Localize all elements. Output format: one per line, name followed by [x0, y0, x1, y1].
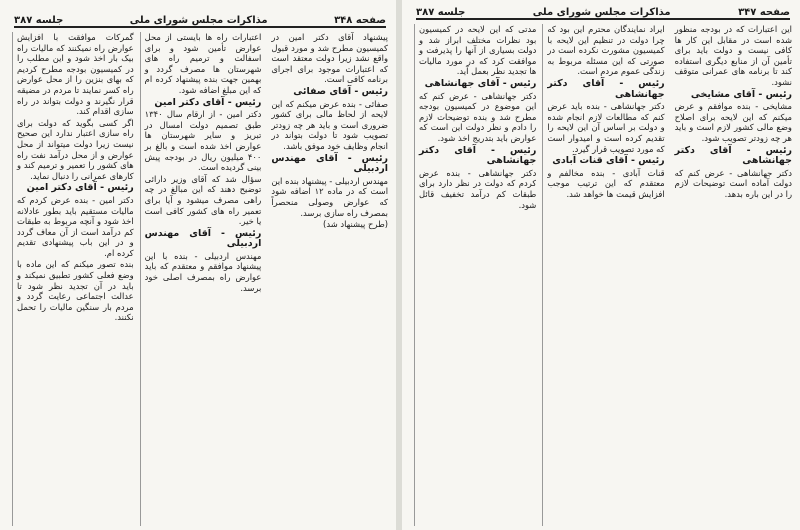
publication-title: مذاکرات مجلس شورای ملی	[129, 15, 268, 26]
paragraph: بنده تصور میکنم که این ماده با وضع فعلی کشور تطبیق نمیکند و باید در آن تجدید نظر شود تا عدالت اجتماعی رعایت گردد و مردم بار سنگین مالیات را تحمل نکنند.	[17, 259, 134, 323]
paragraph: مهندس اردبیلی - بنده با این پیشنهاد موافقم و معتقدم که باید عوارض راه بمصرف اصلی خود برسد.	[144, 250, 262, 293]
paragraph: سؤال شد که آقای وزیر دارائی توضیح دهند که این مبالغ در چه راهی مصرف میشود و آیا برای تعمیر راه های کشور کافی است یا خیر.	[144, 173, 262, 227]
paragraph: اعتبارات راه ها بایستی از محل عوارض تأمین شود و برای اسفالت و ترمیم راه های شهرستان ها مصرف گردد و بهمین جهت بنده پیشنهاد کرده ام که این مبلغ اضافه شود.	[144, 32, 262, 95]
speaker-heading: رئیس - آقای مشایخی	[690, 88, 792, 100]
speaker-heading: رئیس - آقای مهندس اردبیلی	[144, 227, 262, 250]
page-number: صفحه ۳۴۷	[738, 7, 790, 18]
speaker-heading: رئیس - آقای دکتر جهانشاهی	[547, 77, 665, 100]
paragraph: دکتر جهانشاهی - بنده عرض کردم که دولت در نظر دارد برای طبقات کم درآمد تخفیف قائل شود.	[419, 167, 537, 210]
right-page-columns	[414, 24, 792, 526]
speaker-heading: رئیس - آقای دکتر امین	[26, 182, 134, 194]
paragraph: ایراد نمایندگان محترم این بود که چرا دولت در تنظیم این لایحه با کمیسیون مشورت نکرده است در صورتی که این مسئله مربوط به زندگی عموم مردم است.	[547, 24, 665, 77]
paragraph: دکتر امین - بنده عرض کردم که مالیات مستقیم باید بطور عادلانه اخذ شود و آنچه مربوط به طبقات کم درآمد است از آن معاف گردد و در این باب پیشنهادی تقدیم کرده ام.	[17, 194, 134, 258]
paragraph: صفائی - بنده عرض میکنم که این لایحه از لحاظ مالی برای کشور ضروری است و باید هر چه زودتر تصویب شود تا دولت بتواند در انجام وظایف خود موفق باشد.	[271, 98, 389, 151]
paragraph: مشایخی - بنده موافقم و عرض میکنم که این لایحه برای اصلاح وضع مالی کشور لازم است و باید هر چه زودتر تصویب شود.	[674, 101, 792, 143]
right-page	[402, 0, 800, 530]
paragraph: این اعتبارات که در بودجه منظور شده است در مقابل این کار ها کافی نیست و دولت باید برای تأمین آن از منابع دیگری استفاده کند تا برنامه های عمرانی متوقف نشود.	[674, 24, 792, 87]
paragraph: (طرح پیشنهاد شد)	[323, 219, 389, 230]
left-page-header	[14, 12, 386, 28]
text-column	[671, 24, 792, 526]
paragraph: قنات آبادی - بنده مخالفم و معتقدم که این ترتیب موجب افزایش قیمت ها خواهد شد.	[547, 167, 665, 199]
speaker-heading: رئیس - آقای دکتر امین	[154, 96, 262, 108]
paragraph: دکتر جهانشاهی - عرض کنم که این موضوع در کمیسیون بودجه مطرح شد و بنده توضیحات لازم را دادم و نظر دولت این است که عوارض باید بتدریج اخذ شود.	[419, 90, 537, 143]
speaker-heading: رئیس - آقای قنات آبادی	[552, 155, 665, 167]
speaker-heading: رئیس - آقای صفائی	[293, 85, 389, 97]
session-number: جلسه ۳۸۷	[14, 15, 64, 26]
paragraph: اگر کسی بگوید که دولت برای راه سازی اعتبار ندارد این صحیح نیست زیرا دولت میتواند از محل عوارض و از محل درآمد نفت راه های کشور را تعمیر و ترمیم کند و کارهای عمرانی را دنبال نماید.	[17, 117, 134, 181]
paragraph: مهندس اردبیلی - پیشنهاد بنده این است که در ماده ۱۲ اضافه شود که عوارض وصولی منحصراً بمصرف راه سازی برسد.	[271, 175, 389, 218]
paragraph: دکتر جهانشاهی - عرض کنم که دولت آماده است توضیحات لازم را در این باره بدهد.	[674, 167, 792, 199]
page-number: صفحه ۳۴۸	[334, 15, 386, 26]
text-column	[140, 32, 262, 526]
speaker-heading: رئیس - آقای مهندس اردبیلی	[271, 152, 389, 175]
left-page	[0, 0, 396, 530]
session-number: جلسه ۳۸۷	[416, 7, 466, 18]
text-column	[267, 32, 388, 526]
speaker-heading: رئیس - آقای دکتر جهانشاهی	[674, 144, 792, 167]
left-page-columns	[12, 32, 388, 526]
speaker-heading: رئیس - آقای دکتر جهانشاهی	[419, 144, 537, 167]
paragraph: پیشنهاد آقای دکتر امین در کمیسیون مطرح شد و مورد قبول واقع نشد زیرا دولت معتقد است که اعتبارات موجود برای اجرای برنامه کافی است.	[271, 32, 389, 85]
publication-title: مذاکرات مجلس شورای ملی	[532, 7, 671, 18]
paragraph: گمرکات موافقت با افزایش عوارض راه نمیکنند که مالیات راه بیک بار اخذ شود و این مطلب را در کمیسیون بودجه مطرح کردیم که بهای بنزین را از محل عوارض راه کسر نمایند تا مردم در مضیقه قرار نگیرند و دولت بتواند در راه سازی اقدام کند.	[17, 32, 134, 117]
paragraph: دکتر جهانشاهی - بنده باید عرض کنم که مطالعات لازم انجام شده و دولت بر اساس آن این لایحه را تقدیم کرده است و امیدوار است که مورد تصویب قرار گیرد.	[547, 101, 665, 154]
text-column	[12, 32, 134, 526]
paragraph: مدتی که این لایحه در کمیسیون بود نظرات مختلف ابراز شد و دولت بسیاری از آنها را پذیرفت و موافقت کرد که در مورد مالیات ها تجدید نظر بعمل آید.	[419, 24, 537, 77]
speaker-heading: رئیس - آقای جهانشاهی	[424, 77, 537, 89]
paragraph: دکتر امین - از ارقام سال ۱۳۴۰ طبق تصمیم دولت امسال در تبریز و سایر شهرستان ها عوارض اخذ شده است و بالغ بر ۴۰۰ میلیون ریال در بودجه پیش بینی گردیده است.	[144, 109, 262, 173]
text-column	[414, 24, 536, 526]
right-page-header	[416, 4, 790, 20]
text-column	[542, 24, 664, 526]
